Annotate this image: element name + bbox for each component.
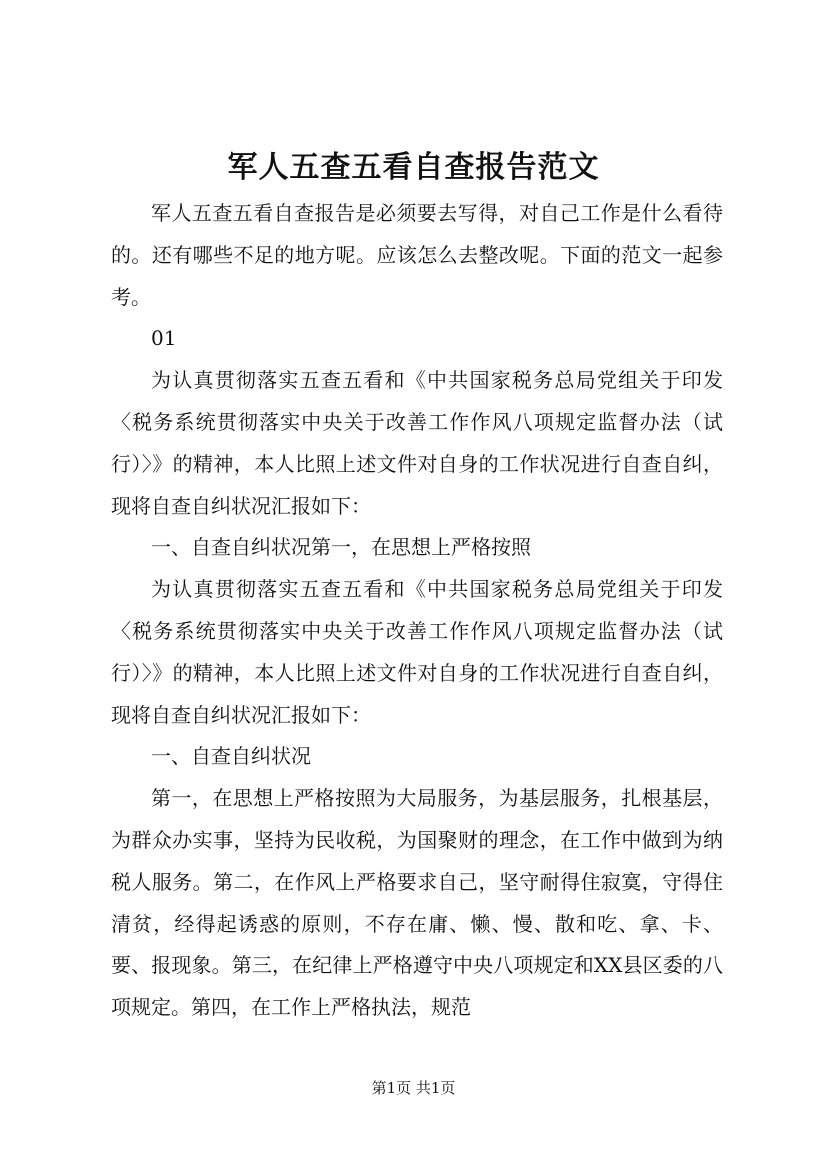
body-paragraph-3: 第一，在思想上严格按照为大局服务，为基层服务，扎根基层，为群众办实事，坚持为民收税，为国聚财的理念，在工作中做到为纳税人服务。第二，在作风上严格要求自己，坚守耐得住寂寞，守得住清贫，经得起诱惑的原则，不存在庸、懒、慢、散和吃、拿、卡、要、报现象。第三，在纪律上严格遵守中央八项规定和XX县区委的八项规定。第四，在工作上严格执法，规范 — [111, 786, 723, 1020]
section-number: 01 — [151, 326, 177, 351]
section-heading-1: 一、自查自纠状况第一，在思想上严格按照 — [151, 535, 531, 560]
body-paragraph-1: 为认真贯彻落实五查五看和《中共国家税务总局党组关于印发〈税务系统贯彻落实中央关于改善工作作风八项规定监督办法（试行）〉》的精神，本人比照上述文件对自身的工作状况进行自查自纠，现将自查自纠状况汇报如下： — [111, 368, 723, 518]
page-footer: 第1页 共1页 — [371, 1079, 456, 1097]
document-title: 军人五查五看自查报告范文 — [227, 150, 600, 185]
body-paragraph-2: 为认真贯彻落实五查五看和《中共国家税务总局党组关于印发〈税务系统贯彻落实中央关于改善工作作风八项规定监督办法（试行）〉》的精神，本人比照上述文件对自身的工作状况进行自查自纠，现将自查自纠状况汇报如下： — [111, 577, 723, 727]
intro-paragraph: 军人五查五看自查报告是必须要去写得，对自己工作是什么看待的。还有哪些不足的地方呢。应该怎么去整改呢。下面的范文一起参考。 — [111, 201, 723, 309]
section-heading-2: 一、自查自纠状况 — [151, 744, 311, 769]
document-body — [111, 193, 723, 1029]
